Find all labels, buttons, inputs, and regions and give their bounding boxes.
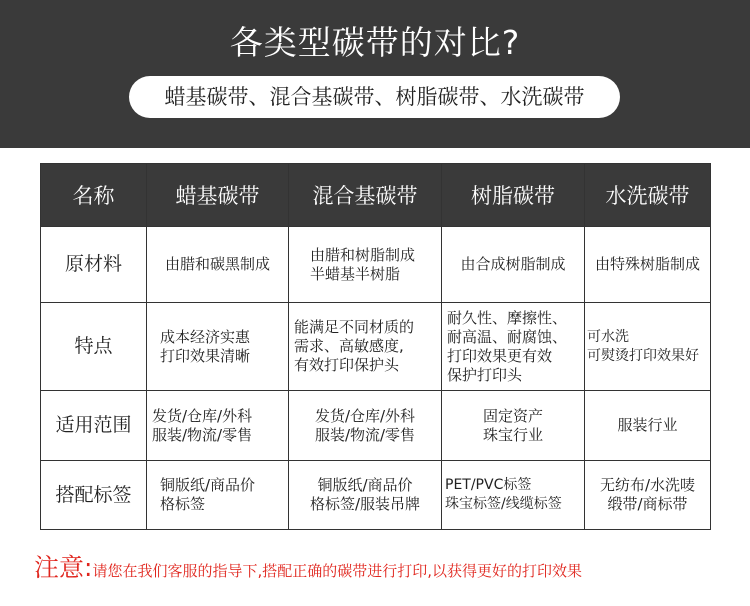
table-cell: 服装行业 — [585, 391, 711, 461]
page-title: 各类型碳带的对比? — [229, 23, 521, 62]
row-header: 适用范围 — [41, 391, 147, 461]
row-header: 原材料 — [41, 227, 147, 303]
corner-header: 名称 — [41, 164, 147, 227]
notice-lead: 注意: — [34, 553, 93, 582]
table-cell: 铜版纸/商品价 格标签/服装吊牌 — [289, 461, 442, 530]
comparison-table — [40, 163, 711, 530]
column-header-wax-resin: 混合基碳带 — [289, 164, 442, 227]
table-row-labels — [41, 461, 711, 530]
table-cell: 成本经济实惠 打印效果清晰 — [147, 303, 289, 391]
table-cell: 铜版纸/商品价 格标签 — [147, 461, 289, 530]
table-cell: 由特殊树脂制成 — [585, 227, 711, 303]
header-banner — [0, 0, 750, 148]
table-row-usage — [41, 391, 711, 461]
subtitle-pill: 蜡基碳带、混合基碳带、树脂碳带、水洗碳带 — [129, 76, 620, 118]
notice — [34, 548, 734, 584]
column-header-washable: 水洗碳带 — [585, 164, 711, 227]
table-cell: 可水洗 可熨烫打印效果好 — [585, 303, 711, 391]
column-header-resin: 树脂碳带 — [442, 164, 585, 227]
table-cell: 由合成树脂制成 — [442, 227, 585, 303]
table-cell: 由腊和碳黑制成 — [147, 227, 289, 303]
table-row-features — [41, 303, 711, 391]
table-cell: 发货/仓库/外科 服装/物流/零售 — [147, 391, 289, 461]
table-header-row — [41, 164, 711, 227]
table-cell: 由腊和树脂制成 半蜡基半树脂 — [289, 227, 442, 303]
column-header-wax: 蜡基碳带 — [147, 164, 289, 227]
row-header: 特点 — [41, 303, 147, 391]
table-cell: 无纺布/水洗唛 缎带/商标带 — [585, 461, 711, 530]
row-header: 搭配标签 — [41, 461, 147, 530]
table-row-material — [41, 227, 711, 303]
table-cell: 发货/仓库/外科 服装/物流/零售 — [289, 391, 442, 461]
table-cell: 能满足不同材质的 需求、高敏感度, 有效打印保护头 — [289, 303, 442, 391]
notice-text: 请您在我们客服的指导下,搭配正确的碳带进行打印,以获得更好的打印效果 — [92, 562, 582, 580]
table-cell: 耐久性、摩擦性、 耐高温、耐腐蚀、 打印效果更有效 保护打印头 — [442, 303, 585, 391]
table-cell: PET/PVC标签 珠宝标签/线缆标签 — [442, 461, 585, 530]
table-cell: 固定资产 珠宝行业 — [442, 391, 585, 461]
